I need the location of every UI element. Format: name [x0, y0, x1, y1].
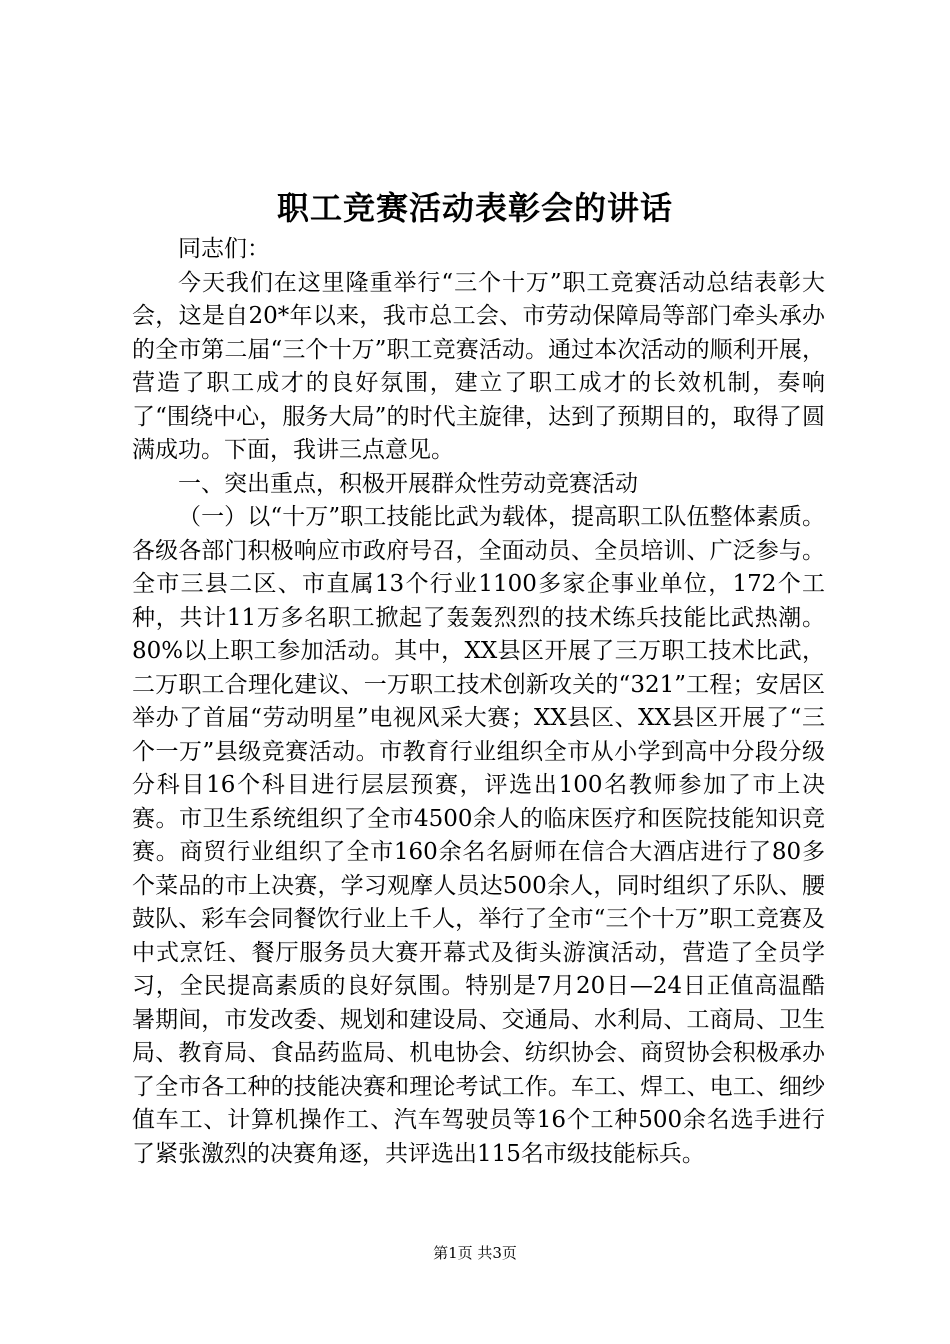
section-heading: 一、突出重点，积极开展群众性劳动竞赛活动: [178, 470, 638, 497]
salutation: 同志们：: [178, 236, 270, 262]
paragraph-subsection-1: （一）以“十万”职工技能比武为载体，提高职工队伍整体素质。各级各部门积极响应市政府号召，全面动员、全员培训、广泛参与。全市三县二区、市直属13个行业1100多家企事业单位，172个工种，共计11万多名职工掀起了轰轰烈烈的技术练兵技能比武热潮。80%以上职工参加活动。其中，XX县区开展了三万职工技术比武，二万职工合理化建议、一万职工技术创新攻关的“321”工程；安居区举办了首届“劳动明星”电视风采大赛；XX县区、XX县区开展了“三个一万”县级竞赛活动。市教育行业组织全市从小学到高中分段分级分科目16个科目进行层层预赛，评选出100名教师参加了市上决赛。市卫生系统组织了全市4500余人的临床医疗和医院技能知识竞赛。商贸行业组织了全市160余名名厨师在信合大酒店进行了80多个菜品的市上决赛，学习观摩人员达500余人，同时组织了乐队、腰鼓队、彩车会同餐饮行业上千人，举行了全市“三个十万”职工竞赛及中式烹饪、餐厅服务员大赛开幕式及街头游演活动，营造了全员学习，全民提高素质的良好氛围。特别是7月20日—24日正值高温酷暑期间，市发改委、规划和建设局、交通局、水利局、工商局、卫生局、教育局、食品药监局、机电协会、纺织协会、商贸协会积极承办了全市各工种的技能决赛和理论考试工作。车工、焊工、电工、细纱值车工、计算机操作工、汽车驾驶员等16个工种500余名选手进行了紧张激烈的决赛角逐，共评选出115名市级技能标兵。: [132, 504, 825, 1167]
page-footer: 第1页 共3页: [433, 1244, 517, 1262]
document-title: 职工竞赛活动表彰会的讲话: [276, 189, 673, 227]
document-body: [132, 233, 825, 1171]
paragraph-intro: 今天我们在这里隆重举行“三个十万”职工竞赛活动总结表彰大会，这是自20*年以来，我市总工会、市劳动保障局等部门牵头承办的全市第二届“三个十万”职工竞赛活动。通过本次活动的顺利开展，营造了职工成才的良好氛围，建立了职工成才的长效机制，奏响了“围绕中心，服务大局”的时代主旋律，达到了预期目的，取得了圆满成功。下面，我讲三点意见。: [132, 269, 825, 463]
